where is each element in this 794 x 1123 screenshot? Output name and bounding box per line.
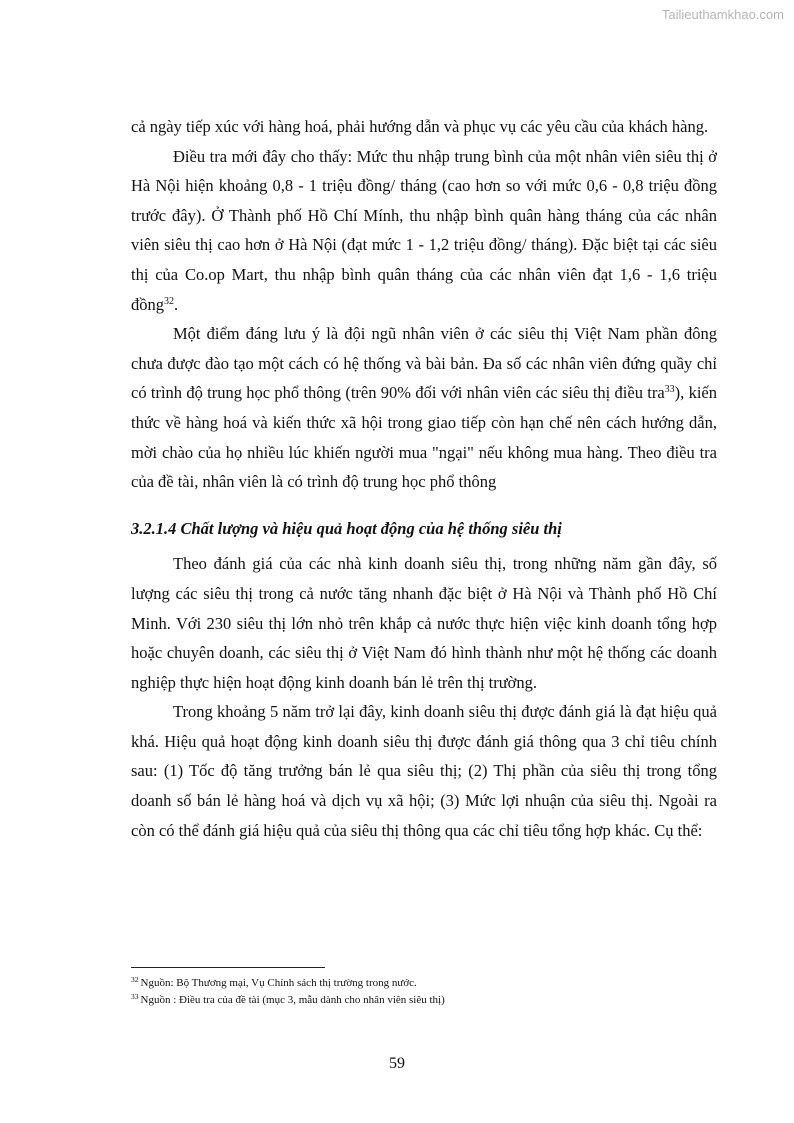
footnote-number: 33 (131, 992, 139, 1001)
paragraph-staff-text-a: Một điểm đáng lưu ý là đội ngũ nhân viên ở các siêu thị Việt Nam phần đông chưa được đào tạo một cách có hệ thống và bài bản. Đa số các nhân viên đứng quầy chỉ có trình độ trung học phổ thông (trên 90% đối với nhân viên các siêu thị điều tra (131, 324, 717, 403)
paragraph-income (131, 142, 717, 320)
footnote-divider (131, 967, 325, 968)
footnotes (131, 975, 717, 1009)
paragraph-continuation: cả ngày tiếp xúc với hàng hoá, phải hướng dẫn và phục vụ các yêu cầu của khách hàng. (131, 117, 709, 136)
footnote-ref-32[interactable]: 32 (164, 295, 174, 307)
footnote-text: Nguồn: Bộ Thương mại, Vụ Chính sách thị trường trong nước. (140, 977, 417, 989)
paragraph-supermarket-growth: Theo đánh giá của các nhà kinh doanh siêu thị, trong những năm gần đây, số lượng các siêu thị trong cả nước tăng nhanh đặc biệt ở Hà Nội và Thành phố Hồ Chí Minh. Với 230 siêu thị lớn nhỏ trên khắp cả nước thực hiện việc kinh doanh tổng hợp hoặc chuyên doanh, các siêu thị ở Việt Nam đó hình thành như một hệ thống các doanh nghiệp thực hiện hoạt động kinh doanh bán lẻ trên thị trường. (131, 554, 717, 692)
page-number: 59 (389, 1055, 405, 1072)
paragraph-income-text: Điều tra mới đây cho thấy: Mức thu nhập trung bình của một nhân viên siêu thị ở Hà Nội hiện khoảng 0,8 - 1 triệu đồng/ tháng (cao hơn so với mức 0,6 - 0,8 triệu đồng trước đây). Ở Thành phố Hồ Chí Mính, thu nhập bình quân hàng tháng của các nhân viên siêu thị cao hơn ở Hà Nội (đạt mức 1 - 1,2 triệu đồng/ tháng). Đặc biệt tại các siêu thị của Co.op Mart, thu nhập bình quân tháng của các nhân viên đạt 1,6 - 1,6 triệu đồng (131, 146, 717, 314)
paragraph-income-end: . (174, 294, 179, 314)
paragraph-efficiency: Trong khoảng 5 năm trở lại đây, kinh doanh siêu thị được đánh giá là đạt hiệu quả khá. Hiệu quả hoạt động kinh doanh siêu thị được đánh giá thông qua 3 chỉ tiêu chính sau: (1) Tốc độ tăng trưởng bán lẻ qua siêu thị; (2) Thị phần của siêu thị trong tổng doanh số bán lẻ hàng hoá và dịch vụ xã hội; (3) Mức lợi nhuận của siêu thị. Ngoài ra còn có thể đánh giá hiệu quả của siêu thị thông qua các chỉ tiêu tổng hợp khác. Cụ thể: (131, 702, 717, 840)
footnote-32 (131, 975, 717, 992)
paragraph-staff-training (131, 319, 717, 497)
footnote-ref-33[interactable]: 33 (664, 384, 675, 396)
paragraph-staff-text-b: ), kiến thức về hàng hoá và kiến thức xã hội trong giao tiếp còn hạn chế nên cách hướng dẫn, mời chào của họ nhiều lúc khiến người mua "ngại" nếu không mua hàng. Theo điều tra của đề tài, nhân viên là có trình độ trung học phổ thông (131, 383, 717, 492)
footnote-text: Nguồn : Điều tra của đề tài (mục 3, mẫu dành cho nhân viên siêu thị) (140, 994, 445, 1006)
watermark: Tailieuthamkhao.com (661, 7, 784, 22)
section-heading: 3.2.1.4 Chất lượng và hiệu quả hoạt động của hệ thống siêu thị (131, 518, 562, 538)
footnote-number: 32 (131, 975, 139, 984)
footnote-33 (131, 992, 717, 1009)
page-body (131, 112, 717, 845)
